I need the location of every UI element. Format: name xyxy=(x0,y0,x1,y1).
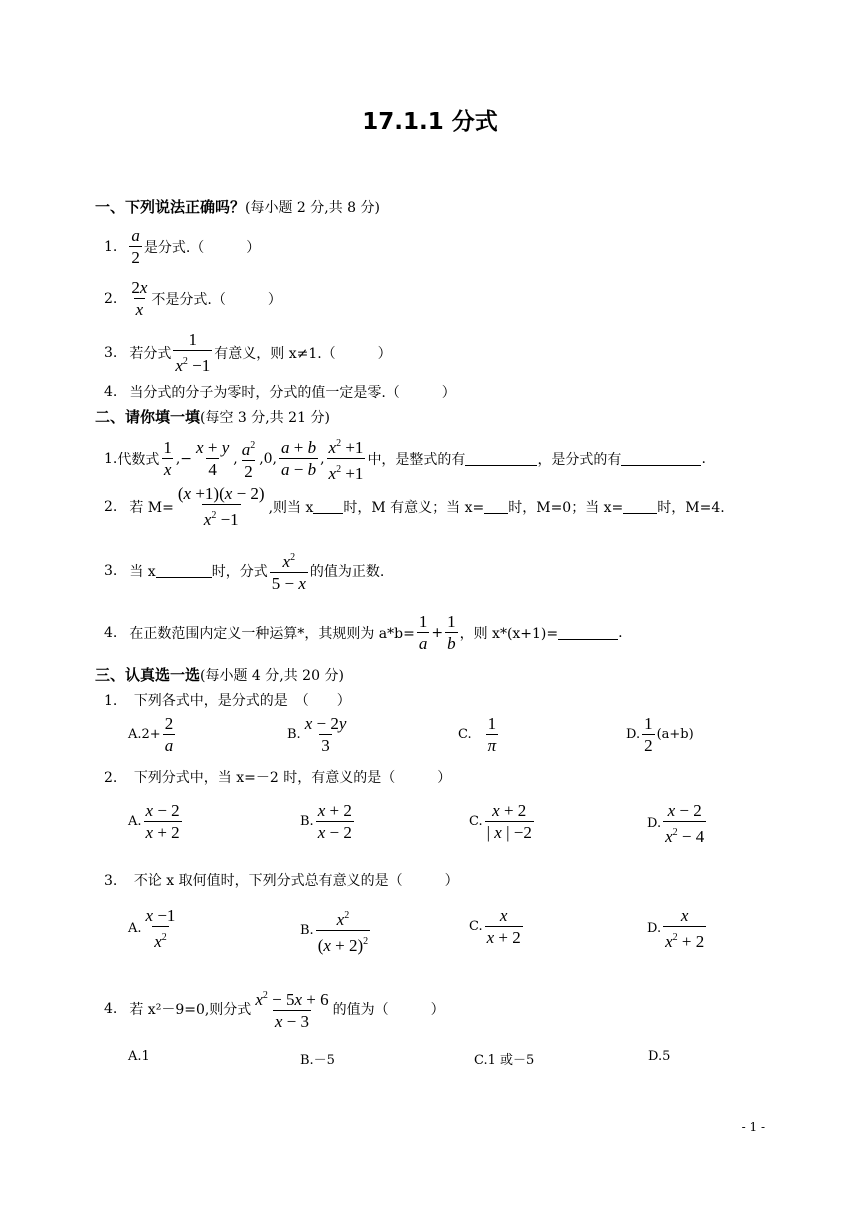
fraction: $\frac{2x}{x}$ xyxy=(131,278,148,319)
s3-q4-option-a[interactable]: A.1 xyxy=(128,1049,150,1064)
fraction: $\frac{1}{x^2 -1}$ xyxy=(175,330,211,375)
s3-q1-option-c[interactable]: C. $\frac{1}{\pi}$ xyxy=(458,714,497,755)
fraction: $\frac{a}{2}$ xyxy=(131,226,140,267)
fraction: $\frac{(x +1)(x - 2)}{x^2 -1}$ xyxy=(177,484,265,529)
answer-blank[interactable] xyxy=(558,625,618,640)
s3-q2-option-c[interactable]: C. $\frac{x + 2}{| x | -2}$ xyxy=(469,801,532,842)
s3-q1-option-b[interactable]: B. $\frac{x - 2y}{3}$ xyxy=(287,714,347,755)
fraction: $\frac{x - 2}{x + 2}$ xyxy=(145,801,180,842)
fraction: $\frac{x^2}{5 - x}$ xyxy=(271,552,306,593)
s3-q4-option-c[interactable]: C.1 或－5 xyxy=(474,1053,535,1068)
page-title: 17.1.1 分式 xyxy=(362,109,498,135)
fraction: $\frac{x}{x^2 + 2}$ xyxy=(665,906,705,951)
answer-blank[interactable] xyxy=(465,451,537,466)
s3-q2-option-d[interactable]: D. $\frac{x - 2}{x^2 - 4}$ xyxy=(647,801,705,846)
fraction: $\frac{1}{\pi}$ xyxy=(487,714,497,755)
s3-q3-option-b[interactable]: B. $\frac{x^2}{(x + 2)^2}$ xyxy=(300,906,372,955)
s2-question-2: 2. 若 M= $\frac{(x +1)(x - 2)}{x^2 -1}$ ,则当 x 时，M 有意义；当 x= 时，M=0；当 x= 时，M=4. xyxy=(104,484,725,529)
s1-question-2: 2. $\frac{2x}{x}$ 不是分式.（ ） xyxy=(104,278,282,319)
answer-blank[interactable] xyxy=(156,563,212,578)
answer-blank[interactable] xyxy=(623,499,657,514)
s3-q3-option-a[interactable]: A. $\frac{x -1}{x^2}$ xyxy=(128,906,176,951)
s1-question-4: 4. 当分式的分子为零时，分式的值一定是零.（ ） xyxy=(104,384,456,401)
fraction: $\frac{x + 2}{x - 2}$ xyxy=(317,801,352,842)
s3-q1-option-d[interactable]: D. $\frac{1}{2}$ (a+b) xyxy=(626,714,694,755)
fraction: $\frac{1}{2}$ xyxy=(644,714,653,755)
s3-q2-option-a[interactable]: A. $\frac{x - 2}{x + 2}$ xyxy=(128,801,180,842)
answer-blank[interactable] xyxy=(621,451,701,466)
fraction: $\frac{x}{x + 2}$ xyxy=(486,906,521,947)
s3-q2-option-b[interactable]: B. $\frac{x + 2}{x - 2}$ xyxy=(300,801,352,842)
fraction: $\frac{x^2 - 5x + 6}{x - 3}$ xyxy=(255,990,329,1031)
fraction: $\frac{x + y}{4}$ xyxy=(196,438,230,479)
s3-question-2: 2. 下列分式中，当 x=－2 时，有意义的是（ ） xyxy=(104,770,452,786)
s3-q3-option-c[interactable]: C. $\frac{x}{x + 2}$ xyxy=(469,906,521,947)
fraction: $\frac{1}{a}$ xyxy=(418,612,428,653)
fraction: $\frac{x -1}{x^2}$ xyxy=(145,906,176,951)
fraction: $\frac{a^2}{2}$ xyxy=(241,440,256,481)
s3-q3-option-d[interactable]: D. $\frac{x}{x^2 + 2}$ xyxy=(647,906,705,951)
page-number: - 1 - xyxy=(741,1120,765,1134)
s2-question-4: 4. 在正数范围内定义一种运算*，其规则为 a*b= $\frac{1}{a}$ + $\frac{1}{b}$ ，则 x*(x+1)= . xyxy=(104,612,623,653)
answer-blank[interactable] xyxy=(484,499,508,514)
s3-question-4: 4. 若 x²－9=0,则分式 $\frac{x^2 - 5x + 6}{x - 3}$ 的值为（ ） xyxy=(104,986,445,1031)
s3-question-1: 1. 下列各式中，是分式的是 （ ） xyxy=(104,693,351,709)
s3-q4-option-d[interactable]: D.5 xyxy=(648,1049,671,1064)
fraction: $\frac{x - 2y}{3}$ xyxy=(304,714,347,755)
section3-heading: 三、认真选一选(每小题 4 分,共 20 分) xyxy=(95,666,344,684)
s2-question-3: 3. 当 x 时，分式 $\frac{x^2}{5 - x}$ 的值为正数. xyxy=(104,548,384,593)
fraction: $\frac{a + b}{a - b}$ xyxy=(281,438,317,479)
s1-question-1: 1. $\frac{a}{2}$ 是分式.（ ） xyxy=(104,226,261,267)
section1-heading: 一、下列说法正确吗？(每小题 2 分,共 8 分) xyxy=(95,198,381,216)
s3-q1-option-a[interactable]: A.2+ $\frac{2}{a}$ xyxy=(128,714,174,755)
fraction: $\frac{x - 2}{x^2 - 4}$ xyxy=(665,801,705,846)
fraction: $\frac{2}{a}$ xyxy=(164,714,174,755)
fraction: $\frac{x^2 +1}{x^2 +1}$ xyxy=(328,438,364,483)
s3-q4-option-b[interactable]: B.－5 xyxy=(300,1053,335,1068)
section2-heading: 二、请你填一填(每空 3 分,共 21 分) xyxy=(95,408,330,426)
s2-question-1: 1. 代数式 $\frac{1}{x}$ ,− $\frac{x + y}{4}$ , $\frac{a^2}{2}$ ,0, $\frac{a + b}{a - b}$ , $\frac{x^2 +1}{x^2 +1}$ 中，是整式的有 ，是分式的有 . xyxy=(104,434,706,483)
fraction: $\frac{x^2}{(x + 2)^2}$ xyxy=(317,910,369,955)
s1-question-3: 3. 若分式 $\frac{1}{x^2 -1}$ 有意义，则 x≠1.（ ） xyxy=(104,330,392,375)
fraction: $\frac{1}{b}$ xyxy=(447,612,456,653)
answer-blank[interactable] xyxy=(313,499,343,514)
fraction: $\frac{1}{x}$ xyxy=(163,438,172,479)
fraction: $\frac{x + 2}{| x | -2}$ xyxy=(486,801,532,842)
s3-question-3: 3. 不论 x 取何值时，下列分式总有意义的是（ ） xyxy=(104,873,459,889)
